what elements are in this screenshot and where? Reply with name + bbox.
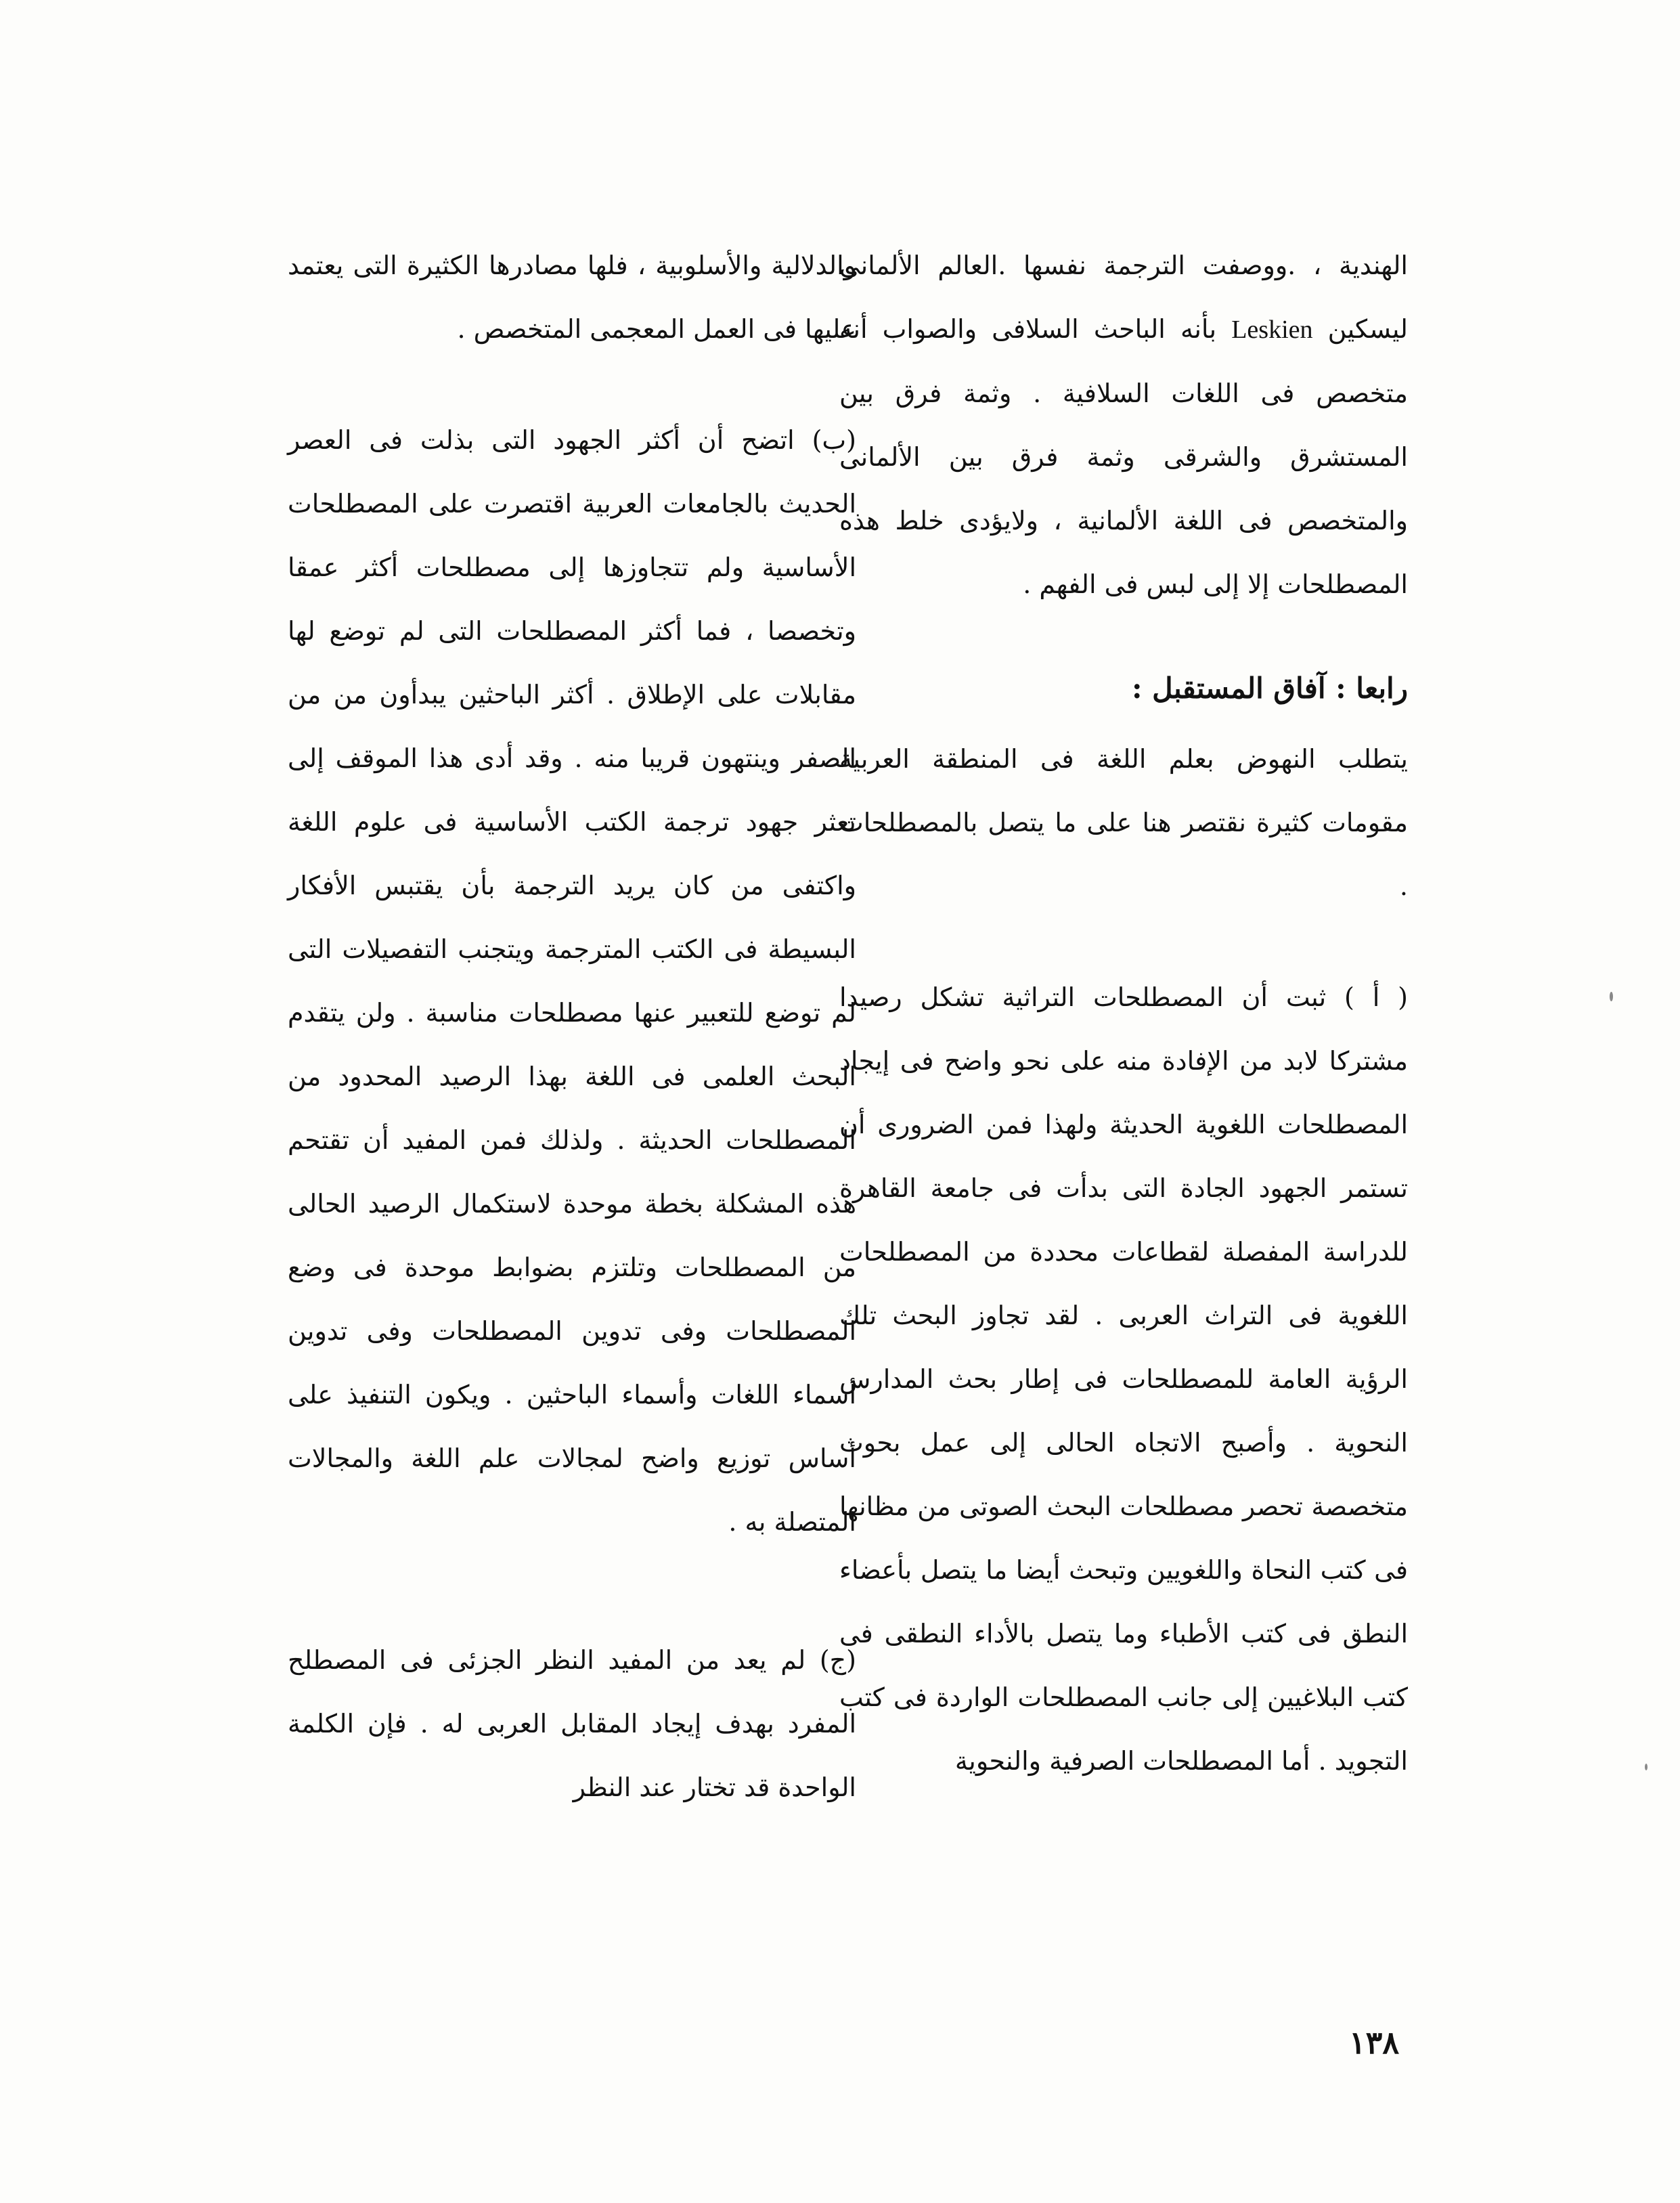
- latin-name-leskien: Leskien: [1231, 315, 1313, 344]
- left-column: [288, 234, 856, 1819]
- right-para-1-rest: بأنه الباحث السلافى والصواب أنه متخصص فى اللغات السلافية . وثمة فرق بين المستشرق والشرقى وثمة فرق بين الألمانى والمتخصص فى اللغة الألمانية ، ولايؤدى خلط هذه المصطلحات إلا إلى لبس فى الفهم .: [839, 314, 1408, 599]
- left-paragraph-1: والدلالية والأسلوبية ، فلها مصادرها الكثيرة التى يعتمد عليها فى العمل المعجمى المتخصص .: [288, 250, 856, 344]
- scan-speck: [1645, 1764, 1648, 1770]
- right-paragraph-2: يتطلب النهوض بعلم اللغة فى المنطقة العربية مقومات كثيرة نقتصر هنا على ما يتصل بالمصطلحات .: [839, 744, 1408, 901]
- left-paragraph-2: (ب) اتضح أن أكثر الجهود التى بذلت فى العصر الحديث بالجامعات العربية اقتصرت على المصطلحات الأساسية ولم تتجاوزها إلى مصطلحات أكثر عمقا وتخصصا ، فما أكثر المصطلحات التى لم توضع لها مقابلات على الإطلاق . أكثر الباحثين يبدأون من من الصفر وينتهون قريبا منه . وقد أدى هذا الموقف إلى تعثر جهود ترجمة الكتب الأساسية فى علوم اللغة واكتفى من كان يريد الترجمة بأن يقتبس الأفكار البسيطة فى الكتب المترجمة ويتجنب التفصيلات التى لم توضع للتعبير عنها مصطلحات مناسبة . ولن يتقدم البحث العلمى فى اللغة بهذا الرصيد المحدود من المصطلحات الحديثة . ولذلك فمن المفيد أن تقتحم هذه المشكلة بخطة موحدة لاستكمال الرصيد الحالى من المصطلحات وتلتزم بضوابط موحدة فى وضع المصطلحات وفى تدوين المصطلحات وفى تدوين أسماء اللغات وأسماء الباحثين . ويكون التنفيذ على أساس توزيع واضح لمجالات علم اللغة والمجالات المتصلة به .: [288, 425, 856, 1537]
- section-heading: رابعا : آفاق المستقبل :: [1132, 672, 1408, 705]
- right-column: [839, 234, 1408, 1793]
- left-paragraph-3: (ج) لم يعد من المفيد النظر الجزئى فى المصطلح المفرد بهدف إيجاد المقابل العربى له . فإن الكلمة الواحدة قد تختار عند النظر: [288, 1645, 856, 1802]
- right-para-1-text: الهندية ، .ووصفت الترجمة نفسها .العالم الألمانى ليسكين: [839, 250, 1408, 344]
- right-paragraph-1: [839, 234, 1408, 616]
- page-number: ١٣٨: [1348, 2024, 1400, 2061]
- right-paragraph-3: ( أ ) ثبت أن المصطلحات التراثية تشكل رصيدا مشتركا لابد من الإفادة منه على نحو واضح فى إيجاد المصطلحات اللغوية الحديثة ولهذا فمن الضرورى أن تستمر الجهود الجادة التى بدأت فى جامعة القاهرة للدراسة المفصلة لقطاعات محددة من المصطلحات اللغوية فى التراث العربى . لقد تجاوز البحث تلك الرؤية العامة للمصطلحات فى إطار بحث المدارس النحوية . وأصبح الاتجاه الحالى إلى عمل بحوث متخصصة تحصر مصطلحات البحث الصوتى من مظانها فى كتب النحاة واللغويين وتبحث أيضا ما يتصل بأعضاء النطق فى كتب الأطباء وما يتصل بالأداء النطقى فى كتب البلاغيين إلى جانب المصطلحات الواردة فى كتب التجويد . أما المصطلحات الصرفية والنحوية: [839, 982, 1408, 1776]
- scan-speck: [1610, 992, 1613, 1001]
